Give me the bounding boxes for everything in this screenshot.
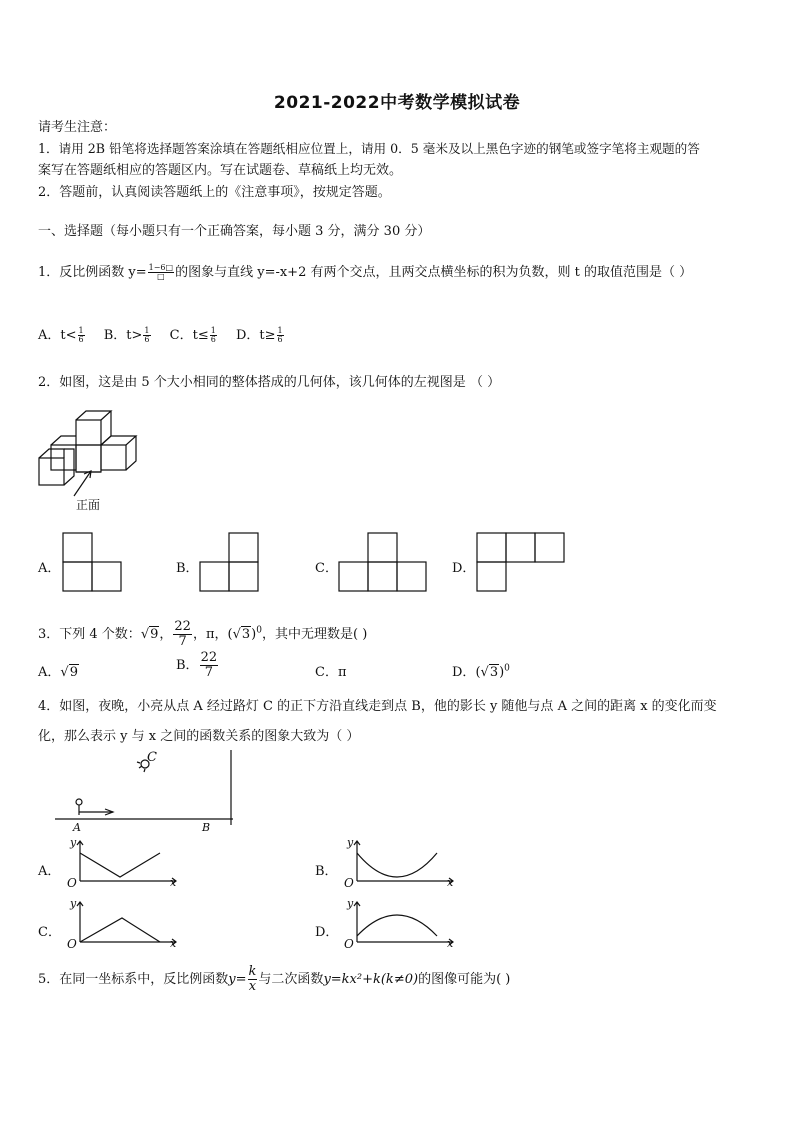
q4-option-d-graph[interactable]	[339, 896, 459, 954]
point-label-b: B	[202, 821, 211, 834]
notice-line-2: 案写在答题纸相应的答题区内。写在试题卷、草稿纸上均无效。	[38, 163, 403, 178]
q4-option-c-label[interactable]: C．	[38, 925, 61, 940]
q1-option-a[interactable]: A．t< $\frac{1}{6}$	[38, 326, 84, 344]
q2-option-d-figure[interactable]	[476, 532, 568, 594]
q2-option-c-figure[interactable]	[338, 532, 430, 594]
q4-option-b-graph[interactable]	[339, 835, 459, 893]
point-label-a: A	[73, 821, 81, 834]
q1-option-c[interactable]: C．t≤ $\frac{1}{6}$	[169, 326, 216, 344]
question-3: 3．下列 4 个数：√9， $\frac{22}{7}$ ，π，$(√3)^0$，其中无理数是( )	[38, 619, 368, 649]
q4-b-axis-y: y	[347, 836, 354, 849]
notice-header: 请考生注意：	[38, 120, 117, 135]
q2-option-c-label[interactable]: C．	[315, 561, 338, 576]
q3-option-c[interactable]: C．π	[315, 665, 347, 680]
q1-option-d[interactable]: D．t≥ $\frac{1}{6}$	[235, 326, 283, 344]
q1-options	[38, 324, 285, 344]
q2-option-b-label[interactable]: B．	[176, 561, 199, 576]
q4-b-origin: O	[344, 876, 354, 890]
q1-frac-den: □	[157, 272, 165, 281]
q3-option-a[interactable]: A．√9	[38, 665, 78, 680]
q1-fraction	[148, 264, 174, 281]
q4-option-c-graph[interactable]	[62, 896, 182, 954]
front-label: 正面	[76, 498, 101, 512]
q3-option-b[interactable]: B． $\frac{22}{7}$	[176, 650, 218, 680]
q4-a-axis-y: y	[70, 836, 77, 849]
question-2: 2．如图，这是由 5 个大小相同的整体搭成的几何体，该几何体的左视图是 （ ）	[38, 375, 501, 390]
page-title: 2021-2022中考数学模拟试卷	[273, 93, 521, 113]
q2-option-a-figure[interactable]	[62, 532, 124, 594]
q4-c-origin: O	[67, 937, 77, 951]
notice-line-3: 2．答题前，认真阅读答题纸上的《注意事项》，按规定答题。	[38, 185, 391, 200]
q4-b-axis-x: x	[447, 876, 454, 889]
q1-frac-num: 1−6□	[148, 263, 174, 272]
question-4-line-2: 化，那么表示 y 与 x 之间的函数关系的图象大致为（ ）	[38, 729, 360, 744]
q4-option-d-label[interactable]: D．	[315, 925, 339, 940]
q2-cube-figure	[36, 408, 146, 508]
q4-option-a-graph[interactable]	[62, 835, 182, 893]
q4-d-axis-x: x	[447, 937, 454, 950]
q2-option-b-figure[interactable]	[199, 532, 261, 594]
q4-c-axis-y: y	[70, 897, 77, 910]
q4-d-origin: O	[344, 937, 354, 951]
q4-a-axis-x: x	[170, 876, 177, 889]
q2-option-a-label[interactable]: A．	[38, 561, 61, 576]
q4-d-axis-y: y	[347, 897, 354, 910]
q4-c-axis-x: x	[170, 937, 177, 950]
q1-post: 的图象与直线 y=-x+2 有两个交点，且两交点横坐标的积为负数，则 t 的取值范围是（ ）	[175, 265, 693, 280]
q3-option-d[interactable]: D．$(√3)^0$	[452, 663, 510, 680]
section-heading: 一、选择题（每小题只有一个正确答案，每小题 3 分，满分 30 分）	[38, 224, 431, 239]
q1-pre: 1．反比例函数 y=	[38, 265, 147, 280]
q1-option-b[interactable]: B．t> $\frac{1}{6}$	[103, 326, 150, 344]
question-1	[38, 264, 692, 282]
notice-line-1: 1．请用 2B 铅笔将选择题答案涂填在答题纸相应位置上，请用 0．5 毫米及以上黑色字迹的钢笔或签字笔将主观题的答	[38, 141, 700, 156]
q4-option-b-label[interactable]: B．	[315, 864, 338, 879]
question-5: 5．在同一坐标系中，反比例函数y= $\frac{k}{x}$ 与二次函数y=kx²+k(k≠0)的图像可能为( )	[38, 964, 511, 994]
question-4-line-1: 4．如图，夜晚，小亮从点 A 经过路灯 C 的正下方沿直线走到点 B，他的影长 y 随他与点 A 之间的距离 x 的变化而变	[38, 699, 717, 714]
q2-option-d-label[interactable]: D．	[452, 561, 476, 576]
q4-option-a-label[interactable]: A．	[38, 864, 61, 879]
lamp-label-c: C	[147, 750, 157, 765]
q4-a-origin: O	[67, 876, 77, 890]
